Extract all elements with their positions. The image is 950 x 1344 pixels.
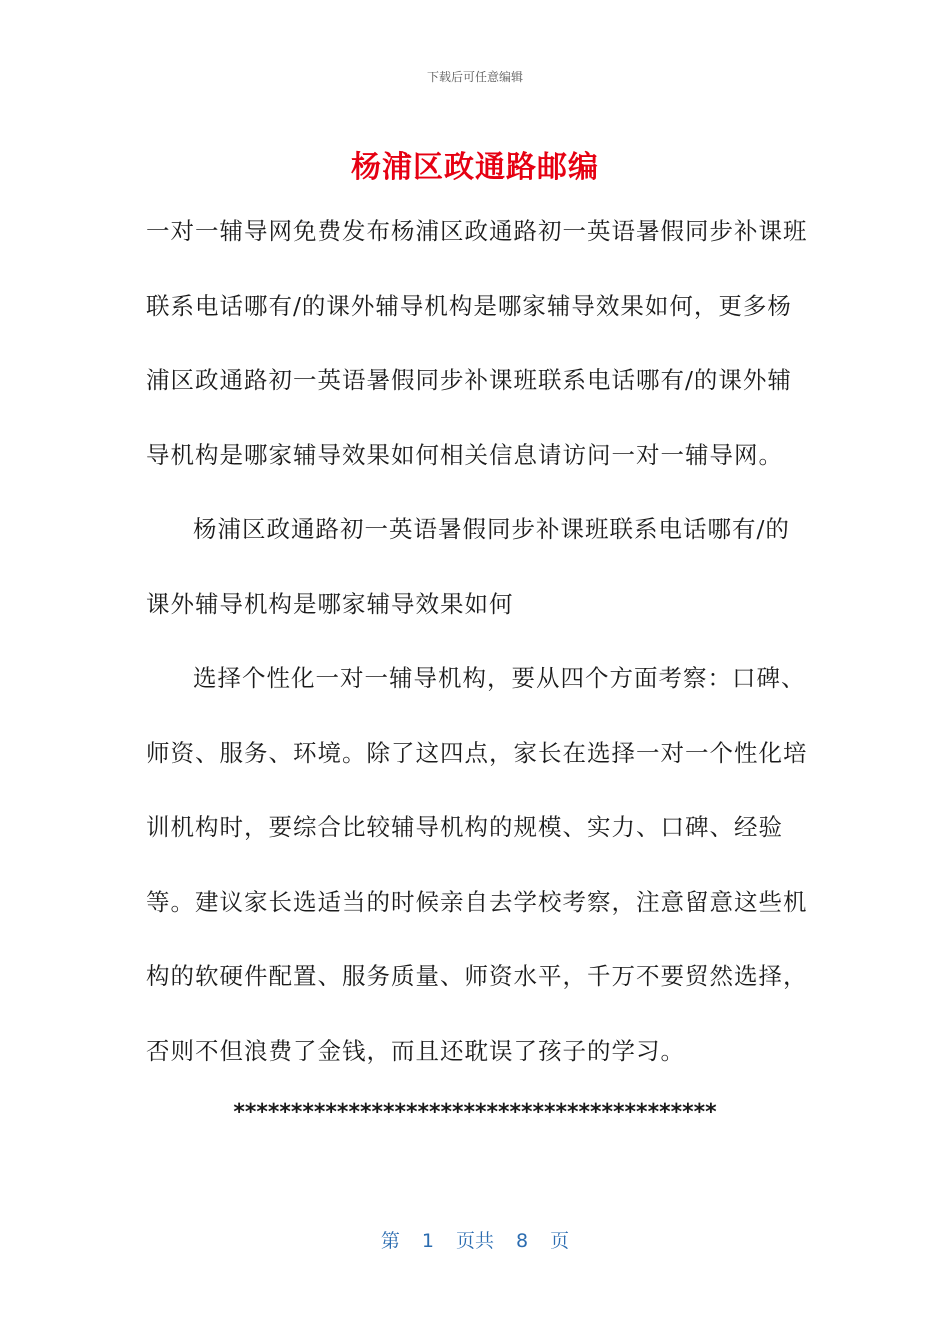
paragraph-subheading: 杨浦区政通路初一英语暑假同步补课班联系电话哪有/的课外辅导机构是哪家辅导效果如何 xyxy=(146,515,790,618)
document-title: 杨浦区政通路邮编 xyxy=(351,150,599,185)
page-footer xyxy=(0,1226,950,1253)
footer-suffix: 页 xyxy=(550,1230,570,1252)
paragraph-intro: 一对一辅导网免费发布杨浦区政通路初一英语暑假同步补课班联系电话哪有/的课外辅导机构是哪家辅导效果如何，更多杨浦区政通路初一英语暑假同步补课班联系电话哪有/的课外辅导机构是哪家辅导效果如何相关信息请访问一对一辅导网。 xyxy=(146,217,808,469)
separator-line: ****************************************** xyxy=(233,1100,717,1125)
document-body xyxy=(146,194,811,1088)
footer-total-pages: 8 xyxy=(516,1230,529,1252)
footer-page-number: 1 xyxy=(421,1230,434,1252)
footer-mid: 页共 xyxy=(455,1230,494,1252)
paragraph-advice: 选择个性化一对一辅导机构，要从四个方面考察：口碑、师资、服务、环境。除了这四点，家长在选择一对一个性化培训机构时，要综合比较辅导机构的规模、实力、口碑、经验等。建议家长选适当的时候亲自去学校考察，注意留意这些机构的软硬件配置、服务质量、师资水平，千万不要贸然选择，否则不但浪费了金钱，而且还耽误了孩子的学习。 xyxy=(146,664,808,1065)
header-note: 下载后可任意编辑 xyxy=(426,70,523,84)
footer-prefix: 第 xyxy=(380,1230,400,1252)
